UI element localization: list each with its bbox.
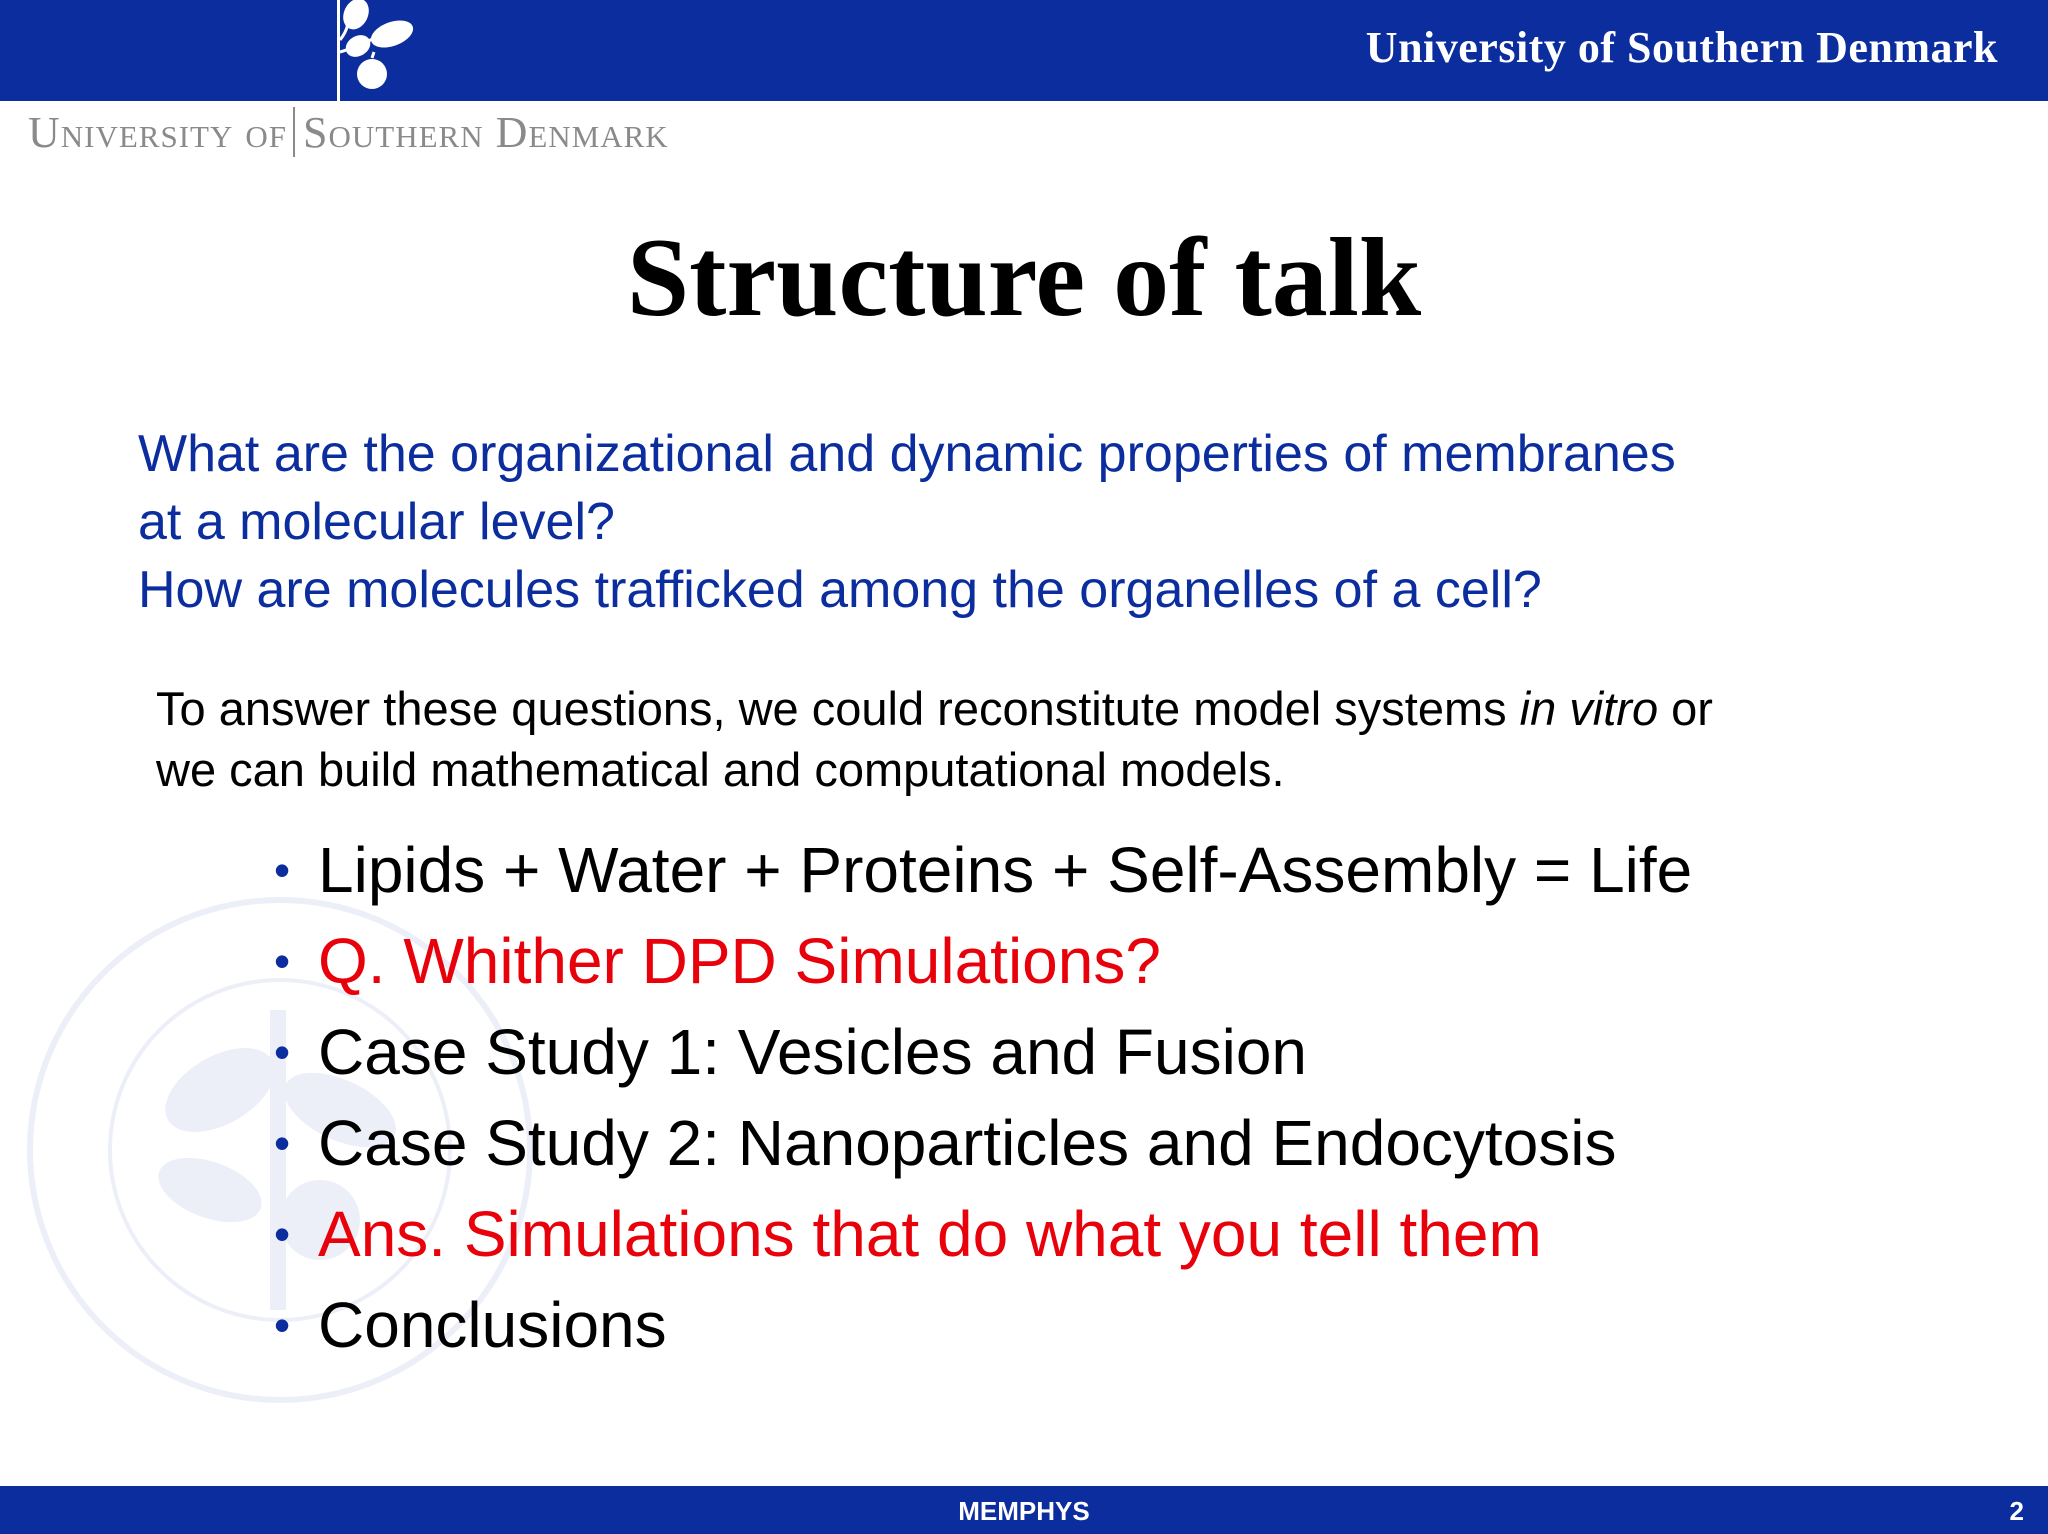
bullet-item [274, 1006, 1974, 1097]
bullet-icon: • [274, 1298, 291, 1351]
answer-paragraph [156, 678, 1956, 800]
bullet-item [274, 1279, 1974, 1370]
bullet-icon: • [274, 934, 291, 987]
bullet-text: Lipids + Water + Proteins + Self-Assembly = Life [318, 833, 1693, 906]
bullet-item [274, 915, 1974, 1006]
slide-title: Structure of talk [626, 216, 1422, 340]
question-line: How are molecules trafficked among the organelles of a cell? [138, 561, 1542, 619]
bullet-icon: • [274, 1207, 291, 1260]
bullet-text: Case Study 2: Nanoparticles and Endocytosis [318, 1106, 1617, 1179]
bullet-text: Ans. Simulations that do what you tell them [318, 1197, 1542, 1270]
bullet-icon: • [274, 1116, 291, 1169]
bullet-icon: • [274, 843, 291, 896]
bullet-item [274, 824, 1974, 915]
footer-label: MEMPHYS [958, 1496, 1090, 1526]
answer-line-2: we can build mathematical and computational models. [156, 743, 1285, 796]
bullet-text: Q. Whither DPD Simulations? [318, 924, 1161, 997]
bullet-text: Case Study 1: Vesicles and Fusion [318, 1015, 1307, 1088]
bullet-item [274, 1097, 1974, 1188]
footer-band [0, 1486, 2048, 1534]
question-line: What are the organizational and dynamic properties of membranes [138, 425, 1676, 483]
answer-italic-term: in vitro [1519, 682, 1659, 735]
answer-text-before: To answer these questions, we could reconstitute model systems [156, 682, 1520, 735]
header-university-name: University of Southern Denmark [1365, 23, 1998, 72]
page-number: 2 [2009, 1496, 2024, 1526]
question-line: at a molecular level? [138, 493, 615, 551]
outline-bullet-list [274, 824, 1974, 1370]
header-band [0, 0, 2048, 101]
research-questions [138, 420, 1938, 624]
wordmark-divider [293, 107, 295, 157]
wordmark-left: University of [28, 107, 288, 157]
university-wordmark [28, 108, 669, 156]
bullet-item [274, 1188, 1974, 1279]
bullet-icon: • [274, 1025, 291, 1078]
tree-logo-icon [334, 0, 434, 101]
answer-text-after: or [1658, 682, 1713, 735]
answer-line-1 [156, 678, 1956, 739]
bullet-text: Conclusions [318, 1288, 667, 1361]
wordmark-right: Southern Denmark [303, 107, 669, 157]
